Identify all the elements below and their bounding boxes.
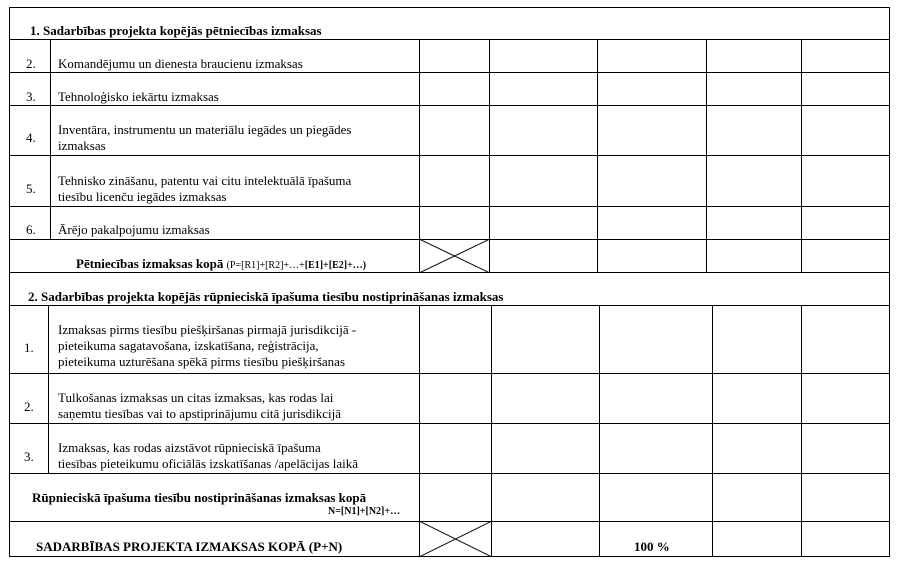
row-line [9,373,890,374]
table-border-top [9,7,890,8]
row-label: Tehnoloģisko iekārtu izmaksas [58,89,219,104]
row-number: 4. [26,130,36,145]
col-line [801,305,802,557]
formula-plain: (P=[R1]+[R2]+…+ [226,260,305,271]
row-line [9,39,890,40]
row-label-line: tiesības pieteikumu oficiālās izskatīšanas /apelācijas laikā [58,456,358,471]
col-line [801,39,802,272]
col-line [706,39,707,272]
crossed-cell-icon [419,239,490,273]
table-border-left [9,7,10,557]
section1-title: 1. Sadarbības projekta kopējās pētniecības izmaksas [30,23,322,38]
row-label: Ārējo pakalpojumu izmaksas [58,222,210,237]
row-label-line: pieteikuma sagatavošana, izskatīšana, reģistrācija, [58,338,319,353]
col-line [599,305,600,557]
ip-total-label: Rūpnieciskā īpašuma tiesību nostiprināšanas izmaksas kopā [32,490,367,505]
formula-bold: [E1]+[E2]+…) [304,260,367,271]
row-label-line1: Tehnisko zināšanu, patentu vai citu intelektuālā īpašuma [58,173,352,188]
research-total-label [76,256,366,274]
col-line [712,305,713,557]
table-border-right [889,7,890,557]
row-number: 2. [24,399,34,414]
col-line [489,39,490,272]
row-label: Komandējumu un dienesta braucienu izmaksas [58,56,303,71]
section2-title: 2. Sadarbības projekta kopējās rūpnieciskā īpašuma tiesību nostiprināšanas izmaksas [28,289,504,304]
row-label [58,322,418,370]
row-line [9,423,890,424]
research-total-title: Pētniecības izmaksas kopā [76,256,224,271]
col-line [50,39,51,240]
row-label-line: Izmaksas pirms tiesību piešķiršanas pirmajā jurisdikcijā - [58,322,357,337]
research-total-formula [227,260,367,271]
row-line [9,105,890,106]
row-label-line: saņemtu tiesības vai to apstiprinājumu citā jurisdikcijā [58,406,342,421]
row-label-line: Tulkošanas izmaksas un citas izmaksas, kas rodas lai [58,390,334,405]
row-label [58,440,418,472]
row-label [58,390,418,422]
col-line [419,305,420,557]
ip-total-formula: N=[N1]+[N2]+… [328,506,401,517]
row-number: 2. [26,56,36,71]
grand-total-label: SADARBĪBAS PROJEKTA IZMAKSAS KOPĀ (P+N) [36,539,343,554]
row-line [9,155,890,156]
row-line [9,473,890,474]
row-number: 1. [24,340,34,355]
row-line [9,72,890,73]
row-label-line: pieteikuma uzturēšana spēkā pirms tiesību piešķiršanas [58,354,346,369]
crossed-cell-icon [419,521,492,557]
row-label-line2: tiesību licenču iegādes izmaksas [58,189,227,204]
row-number: 3. [26,89,36,104]
row-number: 6. [26,222,36,237]
row-line [9,305,890,306]
col-line [597,39,598,272]
col-line [48,305,49,473]
col-line [491,305,492,557]
row-line [9,206,890,207]
grand-total-percent: 100 % [634,539,670,554]
row-label-line2: izmaksas [58,138,106,153]
row-label-line: Izmaksas, kas rodas aizstāvot rūpnieciskā īpašuma [58,440,321,455]
row-number: 5. [26,181,36,196]
row-label-line1: Inventāra, instrumentu un materiālu iegādes un piegādes [58,122,352,137]
row-number: 3. [24,449,34,464]
col-line [419,39,420,272]
